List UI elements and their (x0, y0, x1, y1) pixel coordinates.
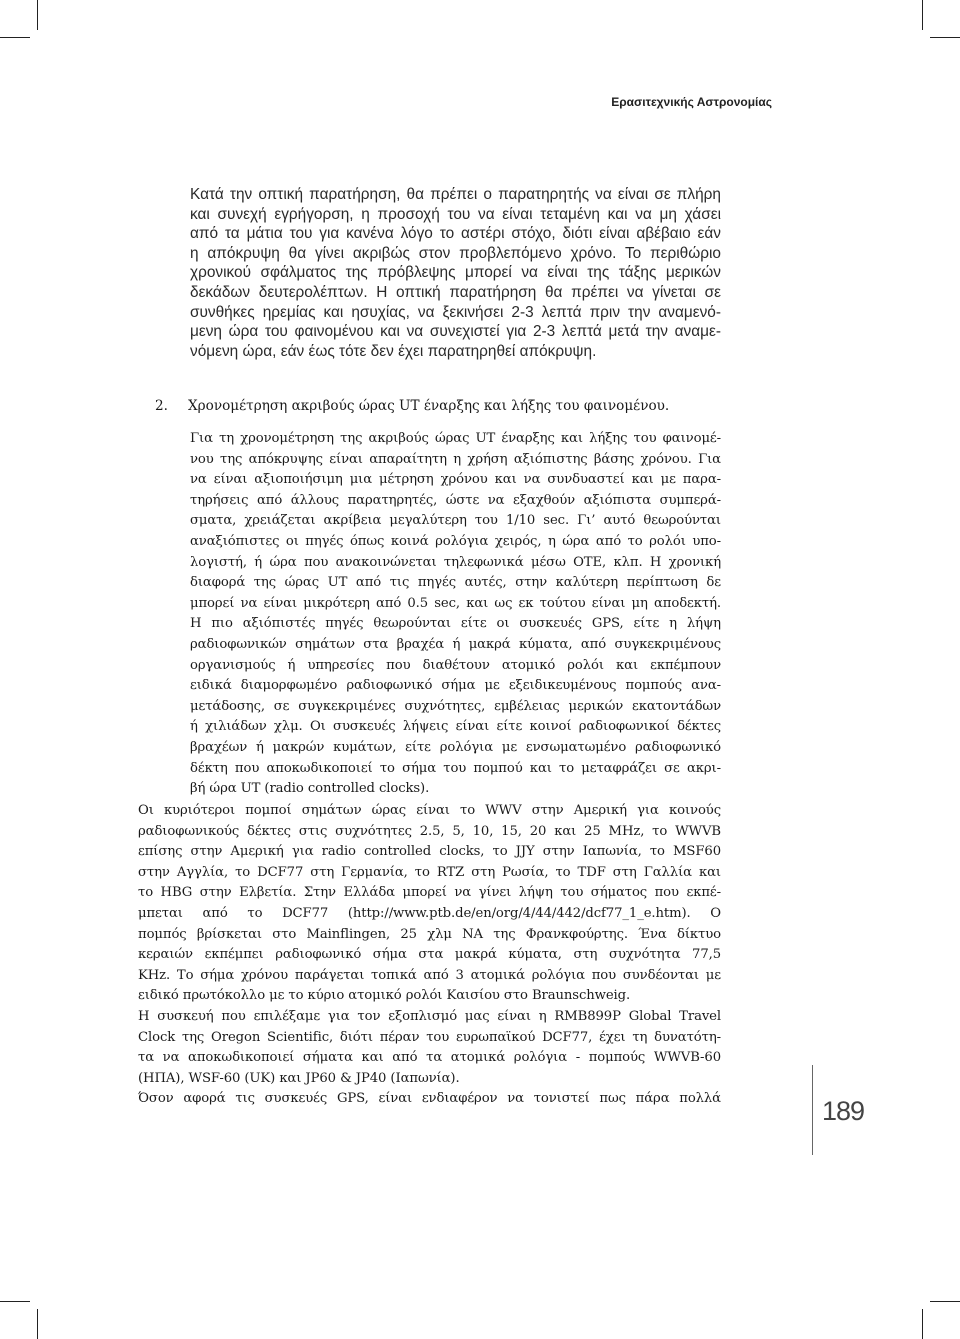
main-paragraph (138, 801, 721, 1110)
text-line: κεραιών εκπέμπει ραδιοφωνικό σήμα στα μακρά κύματα, στη συχνότητα 77,5 (138, 947, 721, 963)
text-line: μπεται από το DCF77 (http://www.ptb.de/en/org/4/44/442/dcf77_1_e.htm). Ο (138, 905, 721, 921)
text-line: Η πιο αξιόπιστές πηγές θεωρούνται είτε οι συσκευές GPS, είτε η λήψη (190, 616, 721, 632)
text-line: ή χιλιάδων χλμ. Οι συσκευές λήψεις είναι είτε κοινοί ραδιοφωνικοί δέκτες (190, 719, 721, 735)
intro-paragraph (190, 185, 721, 361)
text-line: στην Αγγλία, το DCF77 στη Γερμανία, το RTZ στη Ρωσία, το TDF στη Γαλλία και (138, 864, 721, 880)
text-line: χρονικού σφάλματος της πρόβλεψης μπορεί να είναι της τάξης μερικών (190, 264, 721, 282)
text-line: επίσης στην Αμερική για radio controlled clocks, το JJY στην Ιαπωνία, το MSF60 (138, 844, 721, 860)
text-line: αναξιόπιστες οι πηγές όπως κοινά ρολόγια χειρός, η ώρα από το ρολόι υπο- (190, 533, 721, 549)
text-line: Για τη χρονομέτρηση της ακριβούς ώρας UT έναρξης και λήξης του φαινομέ- (190, 431, 721, 446)
text-line: μετάδοσης, σε συγκεκριμένες συχνότητες, εμβέλειας μερικών εκατοντάδων (190, 698, 721, 714)
section-title: Χρονομέτρηση ακριβούς ώρας UT έναρξης και λήξης του φαινομένου. (188, 398, 670, 414)
crop-mark-bottom-right (922, 1309, 923, 1339)
text-line: βή ώρα UT (radio controlled clocks). (190, 781, 430, 797)
text-line: ραδιοφωνικών σημάτων στα βραχέα ή μακρά κύματα, από συγκεκριμένους (190, 636, 721, 652)
text-line: τηρήσεις από άλλους παρατηρητές, ώστε να εξαχθούν αξιόπιστα συμπερά- (190, 492, 721, 508)
text-line: το HBG στην Ελβετία. Στην Ελλάδα μπορεί να γίνει λήψη του σήματος που εκπέ- (138, 885, 721, 901)
text-line: νου της απόκρυψης είναι απαραίτητη η χρήση αξιόπιστης βάσης χρόνου. Για (190, 451, 721, 467)
text-line: (ΗΠΑ), WSF-60 (UK) και JP60 & JP40 (Ιαπωνία). (138, 1070, 460, 1086)
text-line: διαφορά της ώρας UT από τις πηγές αυτές, στην καλύτερη περίπτωση δε (190, 575, 721, 591)
text-line: από τα μάτια του για κανένα λόγο το αστέρι στόχο, διότι είναι αβέβαιο εάν (190, 225, 721, 243)
text-line: συνθήκες ηρεμίας και ησυχίας, να ξεκινήσει 2-3 λεπτά πριν την αναμενό- (190, 303, 721, 321)
text-line: ειδικά διαμορφωμένο ραδιοφωνικό σήμα με εξειδικευμένους πομπούς ανα- (190, 678, 721, 694)
text-line: μενη ώρα του φαινομένου και να συνεχιστεί για 2-3 λεπτά μετά την αναμε- (190, 323, 721, 341)
text-line: τα να αποκωδικοποιεί σήματα και από τα ατομικά ρολόγια - πομπούς WWVB-60 (138, 1050, 721, 1066)
crop-mark-bottom-left-h (0, 1301, 30, 1302)
text-line: μπορεί να είναι μικρότερη από 0.5 sec, και ως εκ τούτου είναι μη αποδεκτή. (190, 595, 721, 611)
text-line: Η συσκευή που επιλέξαμε για τον εξοπλισμό μας είναι η RMB899P Global Travel (138, 1008, 721, 1024)
text-line: δεκάδων δευτερολέπτων. Η οπτική παρατήρηση θα πρέπει να γίνεται σε (190, 283, 721, 301)
text-line: Όσον αφορά τις συσκευές GPS, είναι ενδιαφέρον να τονιστεί πως πάρα πολλά (138, 1091, 721, 1107)
section-paragraph (190, 429, 721, 800)
text-line: νόμενη ώρα, εάν έως τότε δεν έχει παρατηρηθεί απόκρυψη. (190, 342, 597, 360)
text-line: λογιστή, ή ώρα που ανακοινώνεται τηλεφωνικά μέσω ΟΤΕ, κλπ. Η χρονική (190, 554, 721, 570)
text-line: οργανισμούς ή υπηρεσίες που διαθέτουν ατομικό ρολόι και εκπέμπουν (190, 657, 721, 673)
crop-mark-top-right-h (930, 37, 960, 38)
text-line: σματα, χρειάζεται ακρίβεια μεγαλύτερη του 1/10 sec. Γι’ αυτό θεωρούνται (190, 513, 721, 529)
text-line: ραδιοφωνικούς δέκτες στις συχνότητες 2.5, 5, 10, 15, 20 και 25 MHz, το WWVB (138, 823, 721, 839)
crop-mark-bottom-left (37, 1309, 38, 1339)
text-line: να είναι αξιοποιήσιμη μια μέτρηση χρόνου και να συνδυαστεί και με παρα- (190, 472, 721, 488)
text-line: Οι κυριότεροι πομποί σημάτων ώρας είναι το WWV στην Αμερική για κοινούς (138, 803, 721, 818)
text-line: Clock της Oregon Scientific, διότι πέραν του ευρωπαϊκού DCF77, έχει τη δυνατότη- (138, 1029, 721, 1045)
crop-mark-top-right (922, 0, 923, 30)
text-line: η απόκρυψη θα γίνει ακριβώς στον προβλεπόμενο χρόνο. Το περιθώριο (190, 244, 721, 262)
text-line: πομπός βρίσκεται στο Mainflingen, 25 χλμ ΝΑ της Φρανκφούρτης. Ένα δίκτυο (138, 926, 721, 942)
text-line: δέκτη που αποκωδικοποιεί το σήμα του πομπού και το μεταφράζει σε ακρι- (190, 760, 721, 776)
text-line: και συνεχή εγρήγορση, η προσοχή του να είναι τεταμένη και να μη χάσει (190, 205, 721, 223)
text-line: KHz. Το σήμα χρόνου παράγεται τοπικά από 3 ατομικά ρολόγια που συνδέονται με (138, 967, 721, 983)
text-line: ειδικό πρωτόκολλο με το κύριο ατομικό ρολόι Καισίου στο Braunschweig. (138, 988, 631, 1004)
section-heading (155, 398, 669, 414)
text-line: Κατά την οπτική παρατήρηση, θα πρέπει ο παρατηρητής να είναι σε πλήρη (190, 186, 721, 203)
page-number: 189 (822, 1096, 865, 1126)
text-line: βραχέων ή μακρών κυμάτων, είτε ρολόγια με ενσωματωμένο ραδιοφωνικό (190, 739, 721, 755)
page-number-rule (812, 1065, 813, 1155)
crop-mark-bottom-right-h (930, 1301, 960, 1302)
running-header: Ερασιτεχνικής Αστρονομίας (611, 95, 772, 109)
crop-mark-top-left-h (0, 37, 30, 38)
section-number: 2. (155, 398, 168, 414)
crop-mark-top-left (37, 0, 38, 30)
